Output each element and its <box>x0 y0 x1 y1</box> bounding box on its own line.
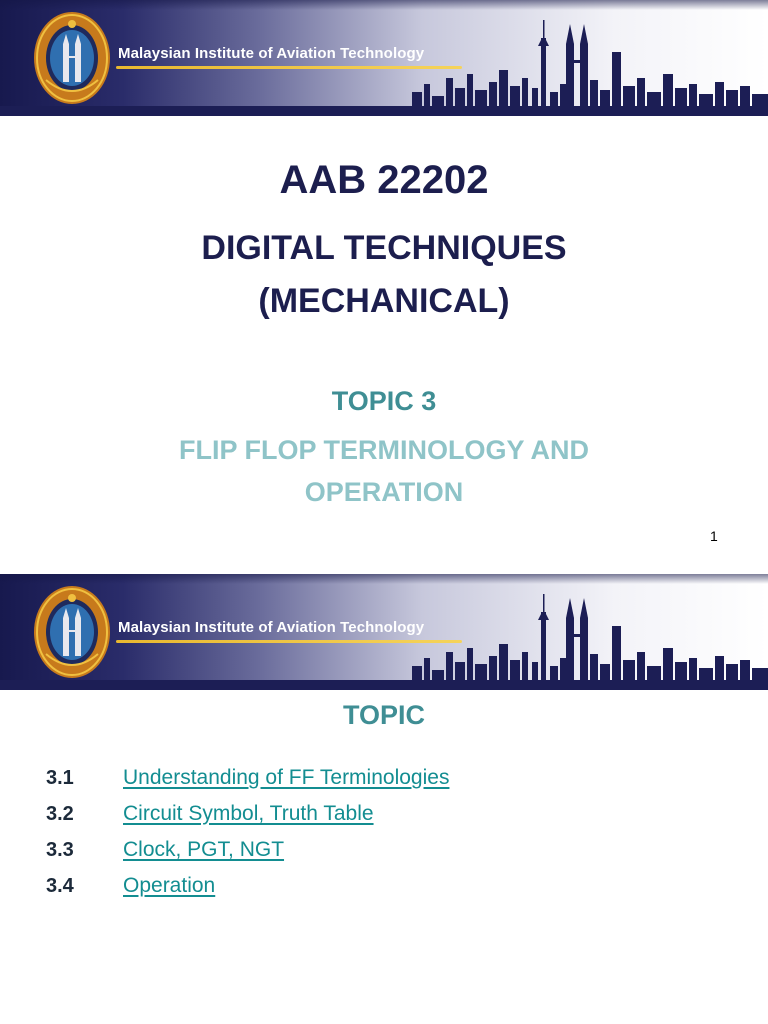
topic-item-number: 3.3 <box>46 838 74 861</box>
list-item <box>46 796 449 832</box>
list-item <box>46 832 449 868</box>
topic-item-number: 3.4 <box>46 874 74 897</box>
list-item <box>46 760 449 796</box>
topic-link-3-4[interactable]: Operation <box>123 874 216 897</box>
institute-name: Malaysian Institute of Aviation Technology <box>118 45 425 62</box>
gold-accent-line <box>116 66 462 69</box>
university-kuala-lumpur-crest-icon <box>32 584 112 680</box>
course-title-line-2: (MECHANICAL) <box>258 282 510 320</box>
institute-name: Malaysian Institute of Aviation Technology <box>118 619 425 636</box>
topic-link-3-2[interactable]: Circuit Symbol, Truth Table <box>123 802 374 825</box>
topic-heading: TOPIC <box>342 700 425 730</box>
course-title <box>0 222 768 328</box>
list-item <box>46 868 449 904</box>
course-title-line-1: DIGITAL TECHNIQUES <box>201 229 567 267</box>
topic-number: TOPIC 3 <box>331 386 437 416</box>
topic-item-number: 3.2 <box>46 802 74 825</box>
page-number: 1 <box>710 528 718 544</box>
topic-title-line-1: FLIP FLOP TERMINOLOGY AND <box>178 435 590 465</box>
gold-accent-line <box>116 640 462 643</box>
topic-item-number: 3.1 <box>46 766 74 789</box>
topic-link-3-1[interactable]: Understanding of FF Terminologies <box>123 766 450 789</box>
topic-title-line-2: OPERATION <box>304 477 464 507</box>
header-banner <box>0 574 768 690</box>
topic-outline-slide <box>0 574 768 1024</box>
header-banner <box>0 0 768 116</box>
topic-title <box>0 429 768 513</box>
university-kuala-lumpur-crest-icon <box>32 10 112 106</box>
topic-list <box>46 760 449 904</box>
topic-link-3-3[interactable]: Clock, PGT, NGT <box>123 838 285 861</box>
course-code: AAB 22202 <box>279 158 489 202</box>
